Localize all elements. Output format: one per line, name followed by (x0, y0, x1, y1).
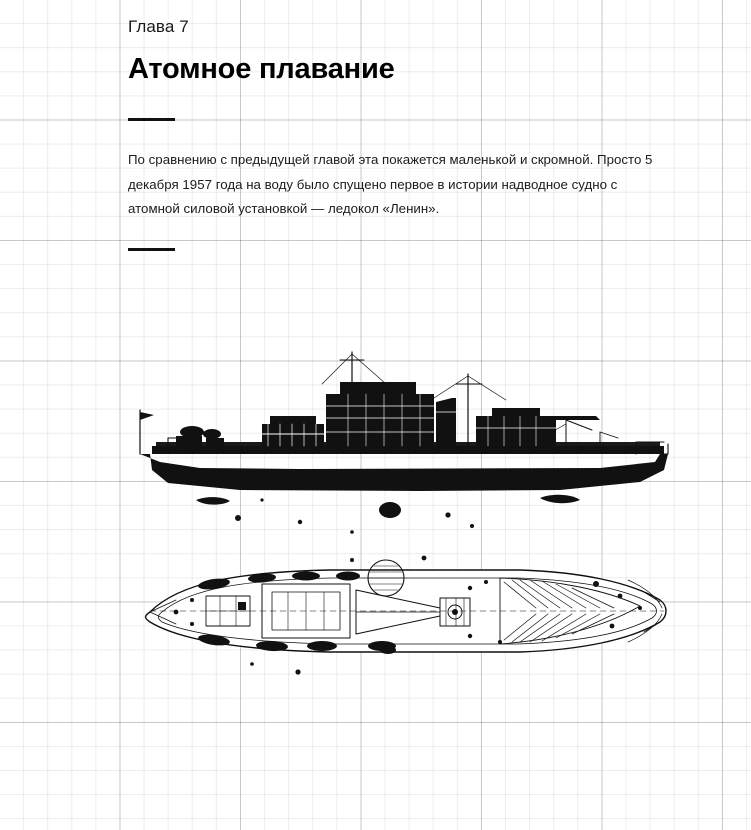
text-column (128, 0, 673, 251)
divider-bottom (128, 248, 175, 251)
top-plan-view (146, 556, 667, 675)
divider-top (128, 118, 175, 121)
chapter-label: Глава 7 (128, 17, 189, 36)
side-elevation-view (140, 352, 668, 534)
icebreaker-illustration (0, 350, 751, 700)
icebreaker-lenin-drawing (0, 350, 751, 700)
chapter-intro-paragraph: По сравнению с предыдущей главой эта покажется маленькой и скромной. Просто 5 декабря 1957 года на воду было спущено первое в истории надводное судно с атомной силовой установкой — ледокол «Ленин». (128, 152, 653, 216)
page-title: Атомное плавание (128, 53, 395, 85)
